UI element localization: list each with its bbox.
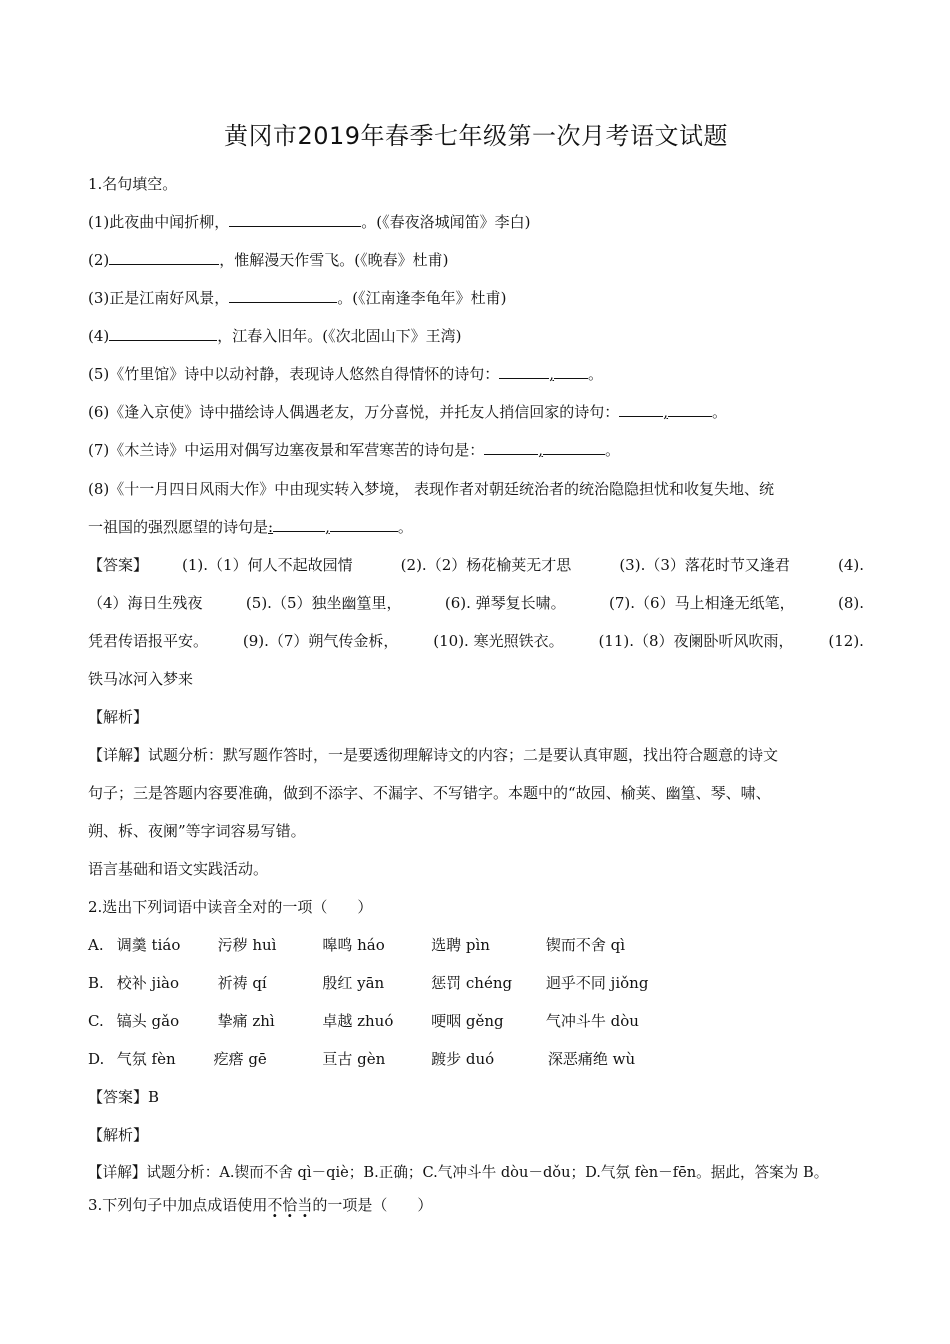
- answer-item: (4).: [837, 556, 864, 574]
- q1-item-1-pre: (1)此夜曲中闻折柳，: [88, 213, 230, 231]
- answer-item: (8).: [837, 594, 864, 612]
- option-word: 亘古 gèn: [322, 1050, 386, 1068]
- emphasis-dot-char: 不: [267, 1196, 283, 1214]
- q1-detail-line2: 句子；三是答题内容要准确，做到不添字、不漏字、不写错字。本题中的“故园、榆荚、幽篁、琴、啸、: [88, 784, 771, 802]
- page-title: 黄冈市2019年春季七年级第一次月考语文试题: [223, 122, 729, 150]
- option-label: A.: [88, 936, 104, 954]
- answer-item: （4）海日生残夜: [88, 594, 203, 612]
- q2-answer: 【答案】B: [88, 1088, 160, 1106]
- q2-option-c: [88, 1011, 639, 1031]
- answer-blank: [554, 364, 588, 379]
- option-word: 污秽 huì: [217, 936, 277, 954]
- q1-detail-line1: 【详解】试题分析：默写题作答时，一是要透彻理解诗文的内容；二是要认真审题，找出符合题意的诗文: [88, 746, 779, 764]
- q1-item-7-post: 。: [605, 441, 621, 459]
- option-word: 嗥鸣 háo: [322, 936, 385, 954]
- q1-item-7: [88, 440, 620, 460]
- option-word: 气冲斗牛 dòu: [545, 1012, 639, 1030]
- option-word: 惩罚 chéng: [431, 974, 513, 992]
- option-word: 挚痛 zhì: [217, 1012, 275, 1030]
- option-word: 踱步 duó: [431, 1050, 495, 1068]
- option-word: 校补 jiào: [116, 974, 179, 992]
- q1-item-1-post: 。(《春夜洛城闻笛》李白): [361, 213, 531, 231]
- option-label: B.: [88, 974, 104, 992]
- q1-item-6: [88, 402, 727, 422]
- q2-analysis-label: 【解析】: [88, 1126, 149, 1144]
- option-word: 深恶痛绝 wù: [547, 1050, 636, 1068]
- option-word: 疙瘩 gē: [213, 1050, 267, 1068]
- q1-item-8-line2-pre: 一祖国的强烈愿望的诗句是: [88, 518, 269, 536]
- q1-item-4: [88, 326, 461, 346]
- option-word: 锲而不舍 qì: [545, 936, 626, 954]
- q1-item-4-pre: (4): [88, 327, 110, 345]
- q1-item-8-line2-post: 。: [397, 518, 413, 536]
- q1-item-6-pre: (6)《逢入京使》诗中描绘诗人偶遇老友，万分喜悦，并托友人捎信回家的诗句：: [88, 403, 620, 421]
- q2-option-b: [88, 973, 648, 993]
- emphasis-dot-char: 恰: [282, 1196, 298, 1214]
- answer-blank: [109, 250, 219, 265]
- answer-blank: [499, 364, 549, 379]
- q1-item-6-post: 。: [712, 403, 728, 421]
- option-label: C.: [88, 1012, 104, 1030]
- q3-heading: [88, 1195, 432, 1215]
- q1-item-2-post: ，惟解漫天作雪飞。(《晚春》杜甫): [219, 251, 449, 269]
- q1-item-6-mid: ,: [663, 403, 669, 421]
- answer-label: 【答案】: [88, 556, 149, 574]
- q1-item-1: [88, 212, 530, 232]
- answer-blank: [229, 212, 361, 227]
- answer-item: (1).（1）何人不起故园情: [182, 556, 353, 574]
- q2-heading: 2.选出下列词语中读音全对的一项（ ）: [88, 898, 373, 916]
- option-label: D.: [88, 1050, 105, 1068]
- answer-blank: [229, 288, 337, 303]
- answer-blank: [109, 326, 217, 341]
- q1-item-3-post: 。(《江南逢李龟年》杜甫): [337, 289, 507, 307]
- option-word: 卓越 zhuó: [322, 1012, 394, 1030]
- q1-item-5: [88, 364, 603, 384]
- q1-item-5-post: 。: [588, 365, 604, 383]
- q2-detail: 【详解】试题分析：A.锲而不舍 qì－qiè；B.正确；C.气冲斗牛 dòu－dǒu；D.气氛 fèn－fēn。据此，答案为 B。: [88, 1164, 829, 1181]
- answer-blank: [330, 517, 398, 532]
- q1-analysis-label: 【解析】: [88, 708, 149, 726]
- q2-option-d: [88, 1049, 635, 1069]
- option-word: 镐头 gǎo: [116, 1012, 180, 1030]
- option-word: 哽咽 gěng: [431, 1012, 504, 1030]
- answer-item: (11).（8）夜阑卧听风吹雨，: [598, 632, 794, 650]
- answer-blank: [543, 440, 605, 455]
- option-word: 祈祷 qí: [217, 974, 267, 992]
- answer-blank: [668, 402, 712, 417]
- option-word: 殷红 yān: [322, 974, 385, 992]
- q1-item-7-pre: (7)《木兰诗》中运用对偶写边塞夜景和军营寒苦的诗句是：: [88, 441, 485, 459]
- q1-item-3-pre: (3)正是江南好风景，: [88, 289, 230, 307]
- q1-item-4-post: ，江春入旧年。(《次北固山下》王湾): [217, 327, 462, 345]
- option-word: 气氛 fèn: [116, 1050, 176, 1068]
- q1-item-8-line2: 一祖国的强烈愿望的诗句是: , 。: [88, 518, 413, 536]
- q1-detail-line3: 朔、柝、夜阑”等字词容易写错。: [88, 822, 306, 840]
- answer-item: (12).: [828, 632, 864, 650]
- q2-option-a: [88, 935, 625, 955]
- q3-heading-post: 的一项是（ ）: [312, 1196, 433, 1214]
- q1-item-5-mid: ,: [549, 365, 555, 383]
- answer-item: (10). 寒光照铁衣。: [433, 632, 564, 650]
- answer-item: (7).（6）马上相逢无纸笔，: [609, 594, 795, 612]
- option-word: 调羹 tiáo: [116, 936, 181, 954]
- answer-item: 凭君传语报平安。: [88, 632, 209, 650]
- q1-item-2: [88, 250, 448, 270]
- option-word: 迥乎不同 jiǒng: [545, 974, 649, 992]
- q1-item-7-mid: ,: [538, 441, 544, 459]
- option-word: 选聘 pìn: [431, 936, 490, 954]
- q1-item-5-pre: (5)《竹里馆》诗中以动衬静，表现诗人悠然自得情怀的诗句：: [88, 365, 500, 383]
- q1-answer-row-1: [88, 555, 864, 575]
- answer-item: (2).（2）杨花榆荚无才思: [400, 556, 572, 574]
- q1-item-8-line1: (8)《十一月四日风雨大作》中由现实转入梦境， 表现作者对朝廷统治者的统治隐隐担忧和收复失地、统: [88, 480, 775, 498]
- q3-heading-pre: 3.下列句子中加点成语使用: [88, 1196, 268, 1214]
- q1-answer-row-2: [88, 593, 864, 613]
- answer-item: (3).（3）落花时节又逢君: [619, 556, 790, 574]
- answer-item: (6). 弹琴复长啸。: [444, 594, 566, 612]
- answer-item: (5).（5）独坐幽篁里，: [245, 594, 402, 612]
- section-heading: 语言基础和语文实践活动。: [88, 860, 269, 878]
- answer-blank: [484, 440, 538, 455]
- emphasis-dot-char: 当: [297, 1196, 313, 1214]
- answer-blank: [619, 402, 663, 417]
- q1-item-2-pre: (2): [88, 251, 110, 269]
- q1-item-3: [88, 288, 506, 308]
- q1-heading: 1.名句填空。: [88, 175, 178, 193]
- answer-item: (9).（7）朔气传金柝，: [242, 632, 399, 650]
- q1-answer-row-3: [88, 631, 864, 651]
- answer-blank: [273, 517, 325, 532]
- q1-answer-row-4: 铁马冰河入梦来: [88, 670, 194, 688]
